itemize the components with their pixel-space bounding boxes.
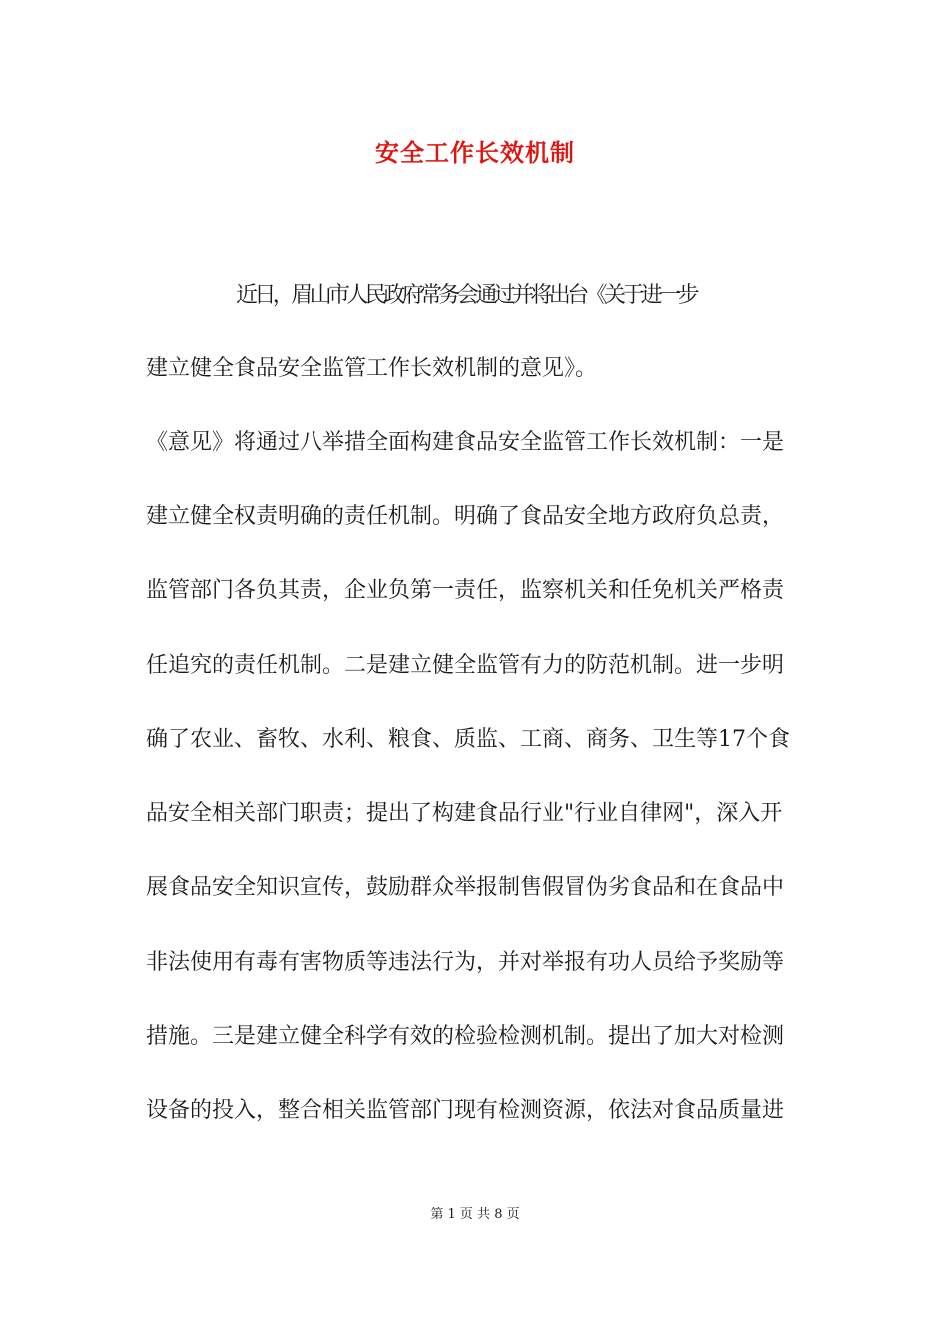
body-line-2: 建立健全食品安全监管工作长效机制的意见》。 bbox=[146, 356, 598, 381]
body-line-5: 监管部门各负其责，企业负第一责任，监察机关和任免机关严格责 bbox=[146, 578, 785, 603]
body-line-4: 建立健全权责明确的责任机制。明确了食品安全地方政府负总责， bbox=[146, 504, 785, 529]
page-number-footer: 第 1 页 共 8 页 bbox=[430, 1207, 520, 1222]
body-line-8: 品安全相关部门职责；提出了构建食品行业"行业自律网"，深入开 bbox=[146, 801, 783, 826]
body-line-9: 展食品安全知识宣传，鼓励群众举报制售假冒伪劣食品和在食品中 bbox=[146, 875, 785, 900]
body-line-6: 任追究的责任机制。二是建立健全监管有力的防范机制。进一步明 bbox=[146, 653, 785, 678]
body-line-12: 设备的投入，整合相关监管部门现有检测资源，依法对食品质量进 bbox=[146, 1098, 785, 1123]
body-line-10: 非法使用有毒有害物质等违法行为，并对举报有功人员给予奖励等 bbox=[146, 950, 785, 975]
body-line-11: 措施。三是建立健全科学有效的检验检测机制。提出了加大对检测 bbox=[146, 1024, 785, 1049]
body-line-3: 《意见》将通过八举措全面构建食品安全监管工作长效机制：一是 bbox=[146, 430, 785, 455]
body-line-1: 近日，眉山市人民政府常务会通过并将出台《关于进一步 bbox=[236, 283, 697, 308]
body-line-7: 确了农业、畜牧、水利、粮食、质监、工商、商务、卫生等17个食 bbox=[146, 727, 790, 752]
document-title: 安全工作长效机制 bbox=[375, 138, 575, 167]
